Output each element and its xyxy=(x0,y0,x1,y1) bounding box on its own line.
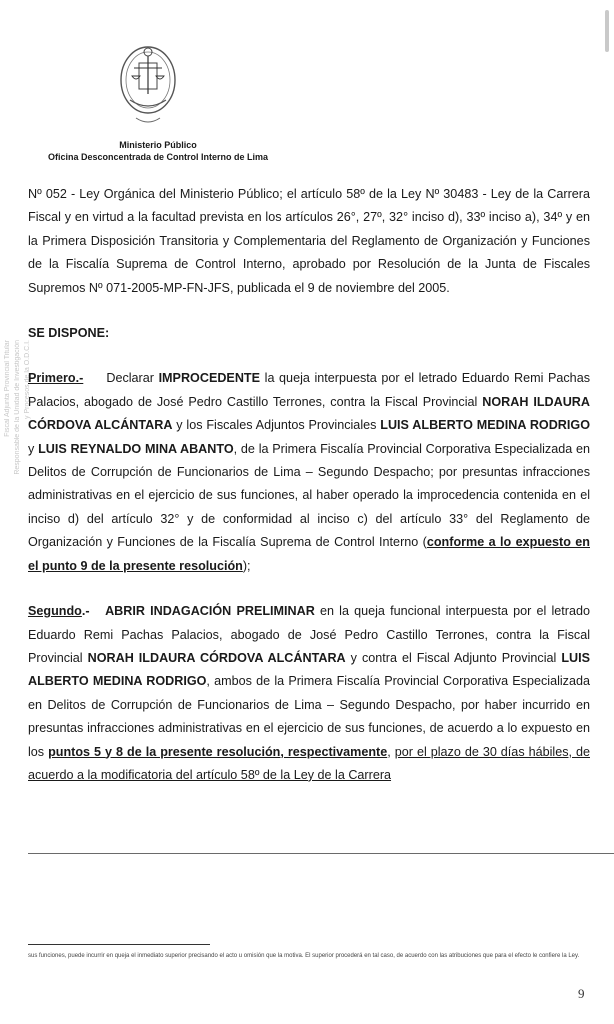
primero-text-4: y xyxy=(28,441,39,456)
footnote-rule xyxy=(28,944,210,945)
header-line-2: Oficina Desconcentrada de Control Interno de Lima xyxy=(47,152,269,162)
segundo-text-4: , xyxy=(387,744,395,759)
primero-bold-4: LUIS REYNALDO MINA ABANTO xyxy=(38,441,234,456)
primero-underlined: conforme a lo expuesto en el punto 9 de la presente resolución xyxy=(28,535,590,573)
stamp-line-1: Fiscal Adjunta Provincial Titular xyxy=(4,340,11,437)
segundo-paragraph xyxy=(28,600,590,787)
page-number: 9 xyxy=(578,986,585,1001)
primero-text-5: , de la Primera Fiscalía Provincial Corporativa Especializada en Delitos de Corrupción de Funcionarios de Lima – Segundo Despacho; por presuntas infracciones administrativas en el ejercicio de sus funciones, al haber operado la improcedencia contenida en el inciso d) del artículo 32° y de conformidad al inciso c) del artículo 33° del Reglamento de Organización y Funciones de la Fiscalía Suprema de Control Interno ( xyxy=(28,441,590,550)
footnote: sus funciones, puede incurrir en queja el inmediato superior precisando el acto u omisión que la motiva. El superior procederá en tal caso, de acuerdo con las atribuciones que para el efecto le confiere la Ley. xyxy=(28,953,580,959)
primero-text-3: y los Fiscales Adjuntos Provinciales xyxy=(172,418,381,433)
primero-bold-3: LUIS ALBERTO MEDINA RODRIGO xyxy=(380,418,590,433)
segundo-label-suffix: .- xyxy=(81,604,90,619)
scrollbar[interactable] xyxy=(605,10,609,52)
segundo-underlined-1: puntos 5 y 8 de la presente resolución, respectivamente xyxy=(48,744,388,759)
segundo-text-2: y contra el Fiscal Adjunto Provincial xyxy=(345,650,562,665)
document-body xyxy=(28,183,590,787)
intro-paragraph: Nº 052 - Ley Orgánica del Ministerio Público; el artículo 58º de la Ley Nº 30483 - Ley de la Carrera Fiscal y en virtud a la facultad prevista en los artículos 26°, 27º, 32° inciso d), 33º inciso a), 34º y en la Primera Disposición Transitoria y Complementaria del Reglamento de Organización y Funciones de la Fiscalía Suprema de Control Interno, aprobado por Resolución de la Junta de Fiscales Supremos Nº 071-2005-MP-FN-JFS, publicada el 9 de noviembre del 2005. xyxy=(28,187,590,295)
segundo-bold-3: LUIS ALBERTO MEDINA RODRIGO xyxy=(28,650,590,689)
institution-header xyxy=(28,139,288,163)
primero-text-2: la queja interpuesta por el letrado Eduardo Remi Pachas Palacios, abogado de José Pedro Castillo Terrones, contra la Fiscal Provincial xyxy=(28,371,590,409)
segundo-text-3: , ambos de la Primera Fiscalía Provincial Corporativa Especializada en Delitos de Corrupción de Funcionarios de Lima – Segundo Despacho, por haber incurrido en presuntas infracciones administrativas en el ejercicio de sus funciones, de acuerdo a lo expuesto en los xyxy=(28,674,590,759)
primero-text-1: Declarar xyxy=(106,371,159,386)
segundo-bold-2: NORAH ILDAURA CÓRDOVA ALCÁNTARA xyxy=(87,650,346,665)
segundo-underlined-2: por el plazo de 30 días hábiles, de acuerdo a la modificatoria del artículo 58º de la Ley de la Carrera xyxy=(28,744,590,782)
segundo-bold-1: ABRIR INDAGACIÓN PRELIMINAR xyxy=(105,604,315,619)
primero-label: Primero.- xyxy=(28,371,84,386)
ministerio-publico-seal xyxy=(112,38,184,130)
primero-bold-2: NORAH ILDAURA CÓRDOVA ALCÁNTARA xyxy=(28,394,590,433)
primero-bold-1: IMPROCEDENTE xyxy=(158,371,261,386)
stamp-line-3: y Procesos de la O.D.C.I. xyxy=(24,340,31,419)
primero-text-6: ); xyxy=(242,558,251,573)
segundo-label: Segundo xyxy=(28,604,82,619)
scan-strike-line xyxy=(28,853,614,854)
primero-paragraph xyxy=(28,367,590,578)
segundo-text-1: en la queja funcional interpuesta por el letrado Eduardo Remi Pachas Palacios, abogado de José Pedro Castillo Terrones, contra la Fiscal Provincial xyxy=(28,604,590,665)
se-dispone-heading: SE DISPONE: xyxy=(28,326,110,341)
stamp-line-2: Responsable de la Unidad de Investigación xyxy=(14,340,21,475)
header-line-1: Ministerio Público xyxy=(119,140,197,150)
